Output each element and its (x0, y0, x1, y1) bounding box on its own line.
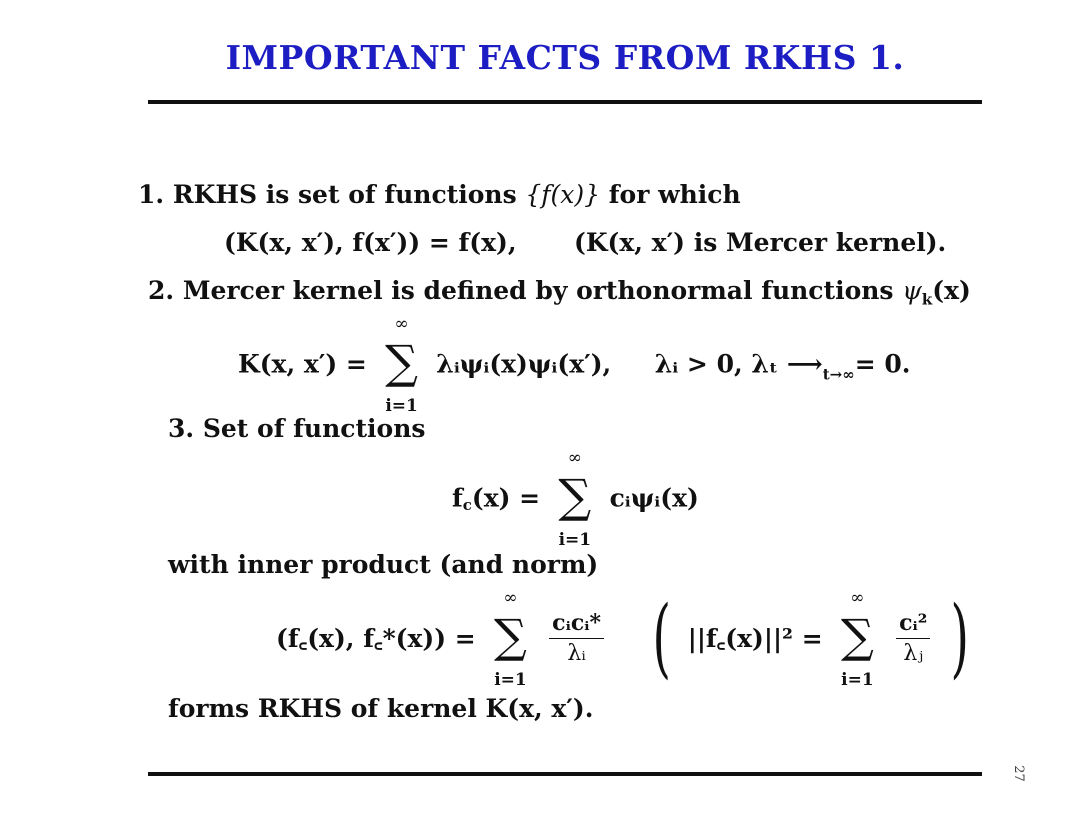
item-2-equation (238, 314, 911, 416)
top-rule (148, 100, 982, 104)
item-3-eq-lhs-sub: c (462, 495, 472, 514)
item-2-cond2-sub: t→∞ (822, 365, 855, 384)
item-2 (148, 276, 971, 308)
item-2-psi-sub: k (921, 290, 933, 309)
slide-title: IMPORTANT FACTS FROM RKHS 1. (225, 38, 905, 77)
sigma-icon: ∑ (385, 335, 418, 389)
item-3-text: Set of functions (202, 414, 426, 443)
item-3-eq-body: cᵢψᵢ(x) (609, 483, 699, 513)
item-2-sum (376, 314, 428, 416)
inner-product-lhs: (f꜀(x), f꜀*(x)) = (276, 624, 476, 653)
item-3-sum-lower: i=1 (558, 530, 592, 550)
inner-product-denominator: λᵢ (567, 641, 586, 666)
item-3-eq-lhs-tail: (x) = (471, 483, 541, 513)
item-1-eq-left: (K(x, x′), f(x′)) = f(x), (224, 228, 517, 257)
item-2-psi: ψ (902, 276, 922, 305)
item-1-number: 1. (138, 180, 165, 209)
item-2-number: 2. (148, 276, 175, 305)
inner-product-numerator: cᵢcᵢ* (549, 610, 604, 639)
item-2-text: Mercer kernel is defined by orthonormal functions (182, 276, 894, 305)
item-1-text: RKHS is set of functions (172, 180, 517, 209)
item-3 (168, 414, 425, 443)
item-2-sum-lower: i=1 (385, 396, 418, 416)
item-1 (138, 180, 741, 209)
norm-sum (831, 588, 883, 690)
item-1-eq-right: (K(x, x′) is Mercer kernel). (573, 228, 947, 257)
item-2-eq-body: λᵢψᵢ(x)ψᵢ(x′), (436, 349, 612, 379)
item-2-sum-upper: ∞ (394, 314, 409, 334)
item-2-eq-lhs: K(x, x′) = (238, 349, 367, 379)
left-paren: ( (652, 588, 672, 688)
item-3-sum-upper: ∞ (567, 448, 582, 468)
sigma-icon: ∑ (840, 609, 874, 663)
inner-product-sum-lower: i=1 (494, 670, 527, 690)
item-1-tail: for which (608, 180, 741, 209)
norm-numerator: cᵢ² (896, 610, 930, 639)
inner-product-sum (484, 588, 536, 690)
inner-product-equation (276, 588, 977, 690)
item-3-number: 3. (168, 414, 195, 443)
inner-product-fraction (549, 610, 604, 666)
bottom-rule (148, 772, 982, 776)
sigma-icon: ∑ (494, 609, 527, 663)
sigma-icon: ∑ (558, 469, 592, 523)
norm-fraction (896, 610, 930, 666)
item-3-equation (452, 448, 699, 550)
item-1-equation (224, 228, 946, 257)
norm-lhs: ||f꜀(x)||² = (687, 624, 823, 653)
item-2-cond2: λₜ ⟶ (751, 349, 823, 379)
item-2-cond2-tail: = 0. (854, 349, 911, 379)
norm-denominator: λⱼ (903, 641, 924, 666)
page-number: 27 (1010, 765, 1026, 782)
item-3-eq-lhs: f (452, 483, 463, 513)
item-3-forms-text: forms RKHS of kernel K(x, x′). (168, 694, 594, 723)
inner-product-sum-upper: ∞ (503, 588, 518, 608)
norm-sum-upper: ∞ (850, 588, 865, 608)
item-2-psi-arg: (x) (932, 276, 971, 305)
norm-sum-lower: i=1 (841, 670, 874, 690)
item-3-sum (549, 448, 601, 550)
item-1-set: {f(x)} (525, 180, 601, 209)
item-2-cond1: λᵢ > 0, (654, 349, 743, 379)
right-paren: ) (950, 588, 970, 688)
item-3-with-text: with inner product (and norm) (168, 550, 599, 579)
